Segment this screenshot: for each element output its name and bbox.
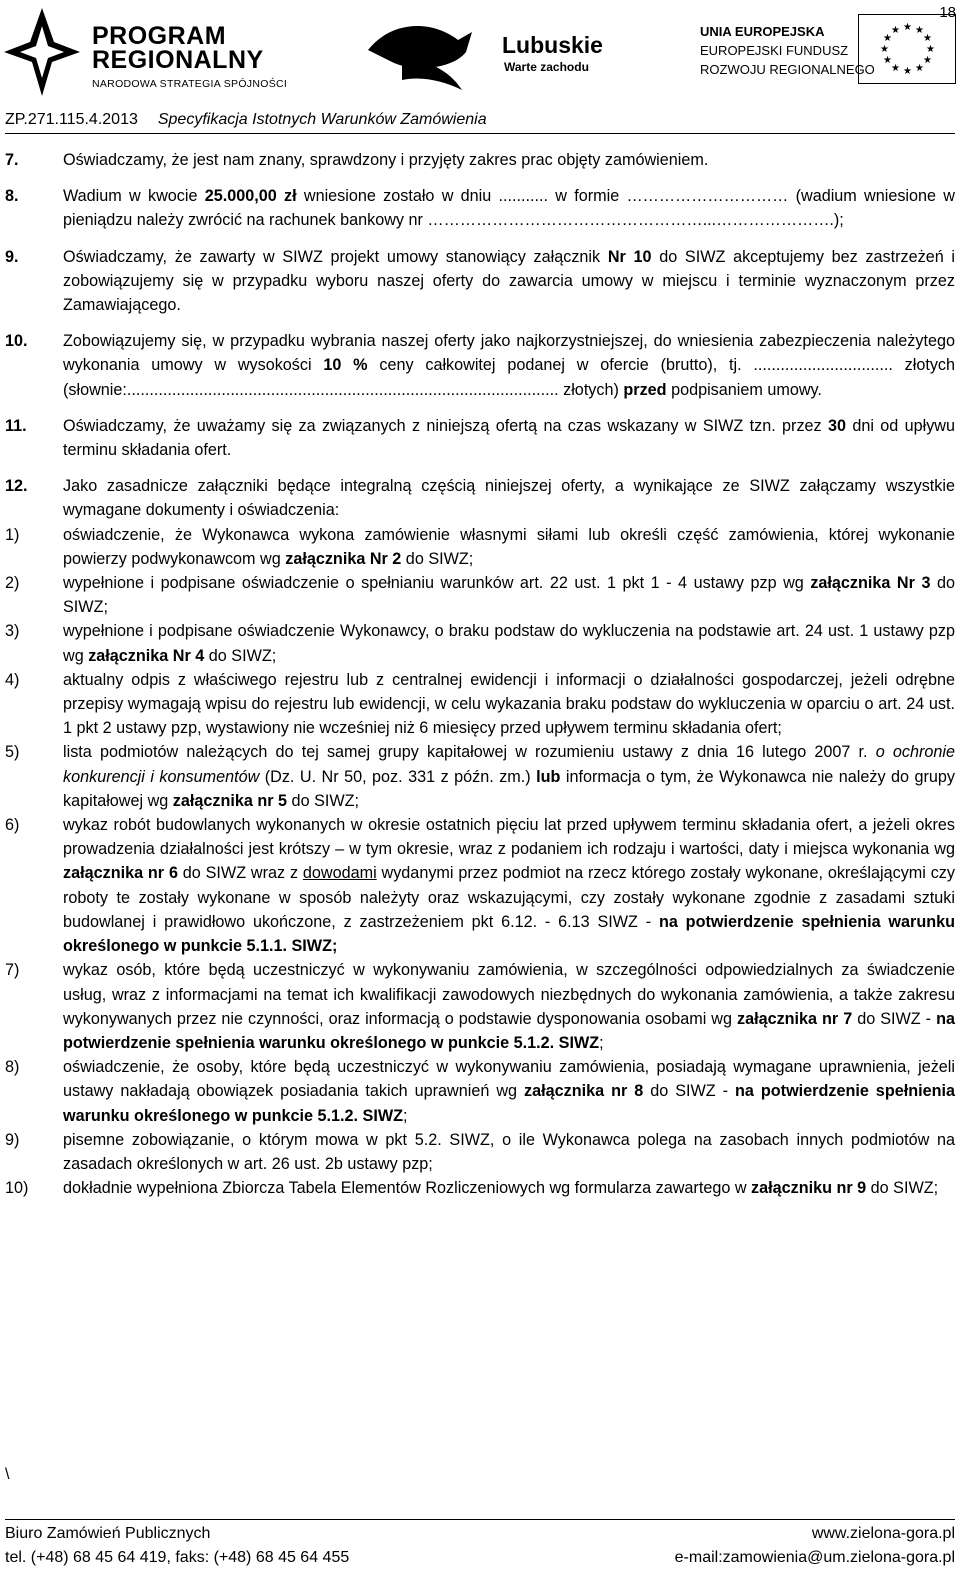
email-link[interactable]: e-mail:zamowienia@um.zielona-gora.pl [674,1549,955,1566]
reference-number: ZP.271.115.4.2013 [5,111,138,128]
attachment-item: 8) oświadczenie, że osoby, które będą uczestniczyć w wykonywaniu zamówienia, posiadają wymagane uprawnienia, jeżeli ustawy nakładają obowiązek posiadania takich uprawnień wg załącznika nr 8 do SIWZ - na potwierdzenie spełnienia warunku określonego w punkcie 5.1.2. SIWZ; [5,1058,955,1125]
svg-text:★: ★ [891,25,900,36]
page-footer [5,1522,955,1570]
document-body [5,148,955,1200]
list-item: 10. Zobowiązujemy się, w przypadku wybrania naszej oferty jako najkorzystniejszej, do wniesienia zabezpieczenia należytego wykonania umowy w wysokości 10 % ceny całkowitej podanej w ofercie (brutto), tj. ............................... złotych (słownie:................................................................................................ złotych) przed podpisaniem umowy. [5,332,956,399]
stray-character: \ [5,1466,10,1483]
program-subtitle: NARODOWA STRATEGIA SPÓJNOŚCI [92,78,288,90]
document-reference [5,111,487,129]
attachment-item: 5) lista podmiotów należących do tej samej grupy kapitałowej w rozumieniu ustawy z dnia 16 lutego 2007 r. o ochronie konkurencji i konsumentów (Dz. U. Nr 50, poz. 331 z późn. zm.) lub informacja o tym, że Wykonawca nie należy do grupy kapitałowej wg załącznika nr 5 do SIWZ; [5,743,955,810]
svg-text:★: ★ [903,66,912,77]
attachment-item: 3) wypełnione i podpisane oświadczenie Wykonawcy, o braku podstaw do wykluczenia na podstawie art. 24 ust. 1 ustawy pzp wg załącznika Nr 4 do SIWZ; [5,622,955,665]
region-name: Lubuskie [502,32,603,58]
document-title: Specyfikacja Istotnych Warunków Zamówienia [157,111,487,128]
attachment-item: 10) dokładnie wypełniona Zbiorcza Tabela Elementów Rozliczeniowych wg formularza zawartego w załączniku nr 9 do SIWZ; [5,1179,939,1198]
attachment-item: 4) aktualny odpis z właściwego rejestru lub z centralnej ewidencji i informacji o działalności gospodarczej, jeżeli odrębne przepisy wymagają wpisu do rejestru lub ewidencji, w celu wykazania braku podstaw do wykluczenia w oparciu o art. 24 ust. 1 pkt 2 ustawy pzp, wystawiony nie wcześniej niż 6 miesięcy przed upływem terminu składania ofert; [5,670,955,738]
svg-text:★: ★ [923,33,932,44]
eu-flag-icon [858,14,956,84]
attachment-item: 2) wypełnione i podpisane oświadczenie o spełnianiu warunków art. 22 ust. 1 pkt 1 - 4 ustawy pzp wg załącznika Nr 3 do SIWZ; [5,574,955,617]
attachment-item: 6) wykaz robót budowlanych wykonanych w okresie ostatnich pięciu lat przed upływem terminu składania ofert, a jeżeli okres prowadzenia działalności jest krótszy – w tym okresie, wraz z podaniem ich rodzaju i wartości, daty i miejsca wykonania wg załącznika nr 6 do SIWZ wraz z dowodami wydanymi przez podmiot na rzecz którego zostały wykonane, określającymi czy roboty te zostały wykonane w sposób należyty oraz wskazującymi, czy zostały wykonane zgodnie z zasadami sztuki budowlanej i prawidłowo ukończone, z zastrzeżeniem pkt 6.12. - 6.13 SIWZ - na potwierdzenie spełnienia warunku określonego w punkcie 5.1.1. SIWZ; [5,816,955,956]
svg-text:★: ★ [926,44,935,55]
lubuskie-logo [362,10,612,100]
list-item: 12. Jako zasadnicze załączniki będące integralną częścią niniejszej oferty, a wynikające ze SIWZ załączamy wszystkie wymagane dokumenty i oświadczenia: [5,477,955,520]
list-item: 8. Wadium w kwocie 25.000,00 zł wniesione zostało w dniu ........... w formie ………………………… (wadium wniesione w pieniądzu należy zwrócić na rachunek bankowy nr ……………………………………………...………………….); [5,187,955,230]
page-header [0,0,960,128]
footer-divider [5,1519,955,1520]
attachment-item: 1) oświadczenie, że Wykonawca wykona zamówienie własnymi siłami lub określi część zamówienia, której wykonanie powierzy podwykonawcom wg załącznika Nr 2 do SIWZ; [5,525,955,568]
svg-text:★: ★ [880,44,889,55]
attachment-item: 7) wykaz osób, które będą uczestniczyć w wykonywaniu zamówienia, w szczególności odpowiedzialnych za świadczenie usług, wraz z informacjami na temat ich kwalifikacji zawodowych niezbędnych do wykonania zamówienia, a także zakresu wykonywanych przez nie czynności, oraz informacją o podstawie dysponowania osobami wg załącznika nr 7 do SIWZ - na potwierdzenie spełnienia warunku określonego w punkcie 5.1.2. SIWZ; [5,961,955,1052]
page-number: 18 [939,4,956,21]
svg-text:★: ★ [915,63,924,74]
region-tagline: Warte zachodu [504,60,589,74]
phone-fax: tel. (+48) 68 45 64 419, faks: (+48) 68 45 64 455 [5,1549,350,1566]
list-item: 11. Oświadczamy, że uważamy się za związanych z niniejszą ofertą na czas wskazany w SIWZ tzn. przez 30 dni od upływu terminu składania ofert. [5,416,955,460]
svg-text:★: ★ [903,22,912,33]
lubuskie-emblem-icon [362,10,502,100]
eu-fund-text: UNIA EUROPEJSKA EUROPEJSKI FUNDUSZ ROZWOJU REGIONALNEGO [700,24,875,77]
svg-text:★: ★ [883,55,892,66]
svg-text:★: ★ [883,33,892,44]
program-regionalny-logo [0,2,330,102]
svg-text:★: ★ [915,25,924,36]
program-title: PROGRAM REGIONALNY [92,22,264,74]
list-item: 9. Oświadczamy, że zawarty w SIWZ projekt umowy stanowiący załącznik Nr 10 do SIWZ akceptujemy bez zastrzeżeń i zobowiązujemy się w przypadku wyboru naszej oferty do zawarcia umowy w miejscu i terminie wyznaczonym przez Zamawiającego. [5,247,956,315]
svg-text:★: ★ [891,63,900,74]
attachment-item: 9) pisemne zobowiązanie, o którym mowa w pkt 5.2. SIWZ, o ile Wykonawca polega na zasobach innych podmiotów na zasadach określonych w art. 26 ust. 2b ustawy pzp; [5,1130,955,1173]
list-item: 7. Oświadczamy, że jest nam znany, sprawdzony i przyjęty zakres prac objęty zamówieniem. [5,151,709,169]
svg-text:★: ★ [923,55,932,66]
star-icon [2,6,82,98]
office-name: Biuro Zamówień Publicznych [5,1525,211,1542]
header-divider [5,133,955,134]
website-link[interactable]: www.zielona-gora.pl [811,1525,955,1542]
